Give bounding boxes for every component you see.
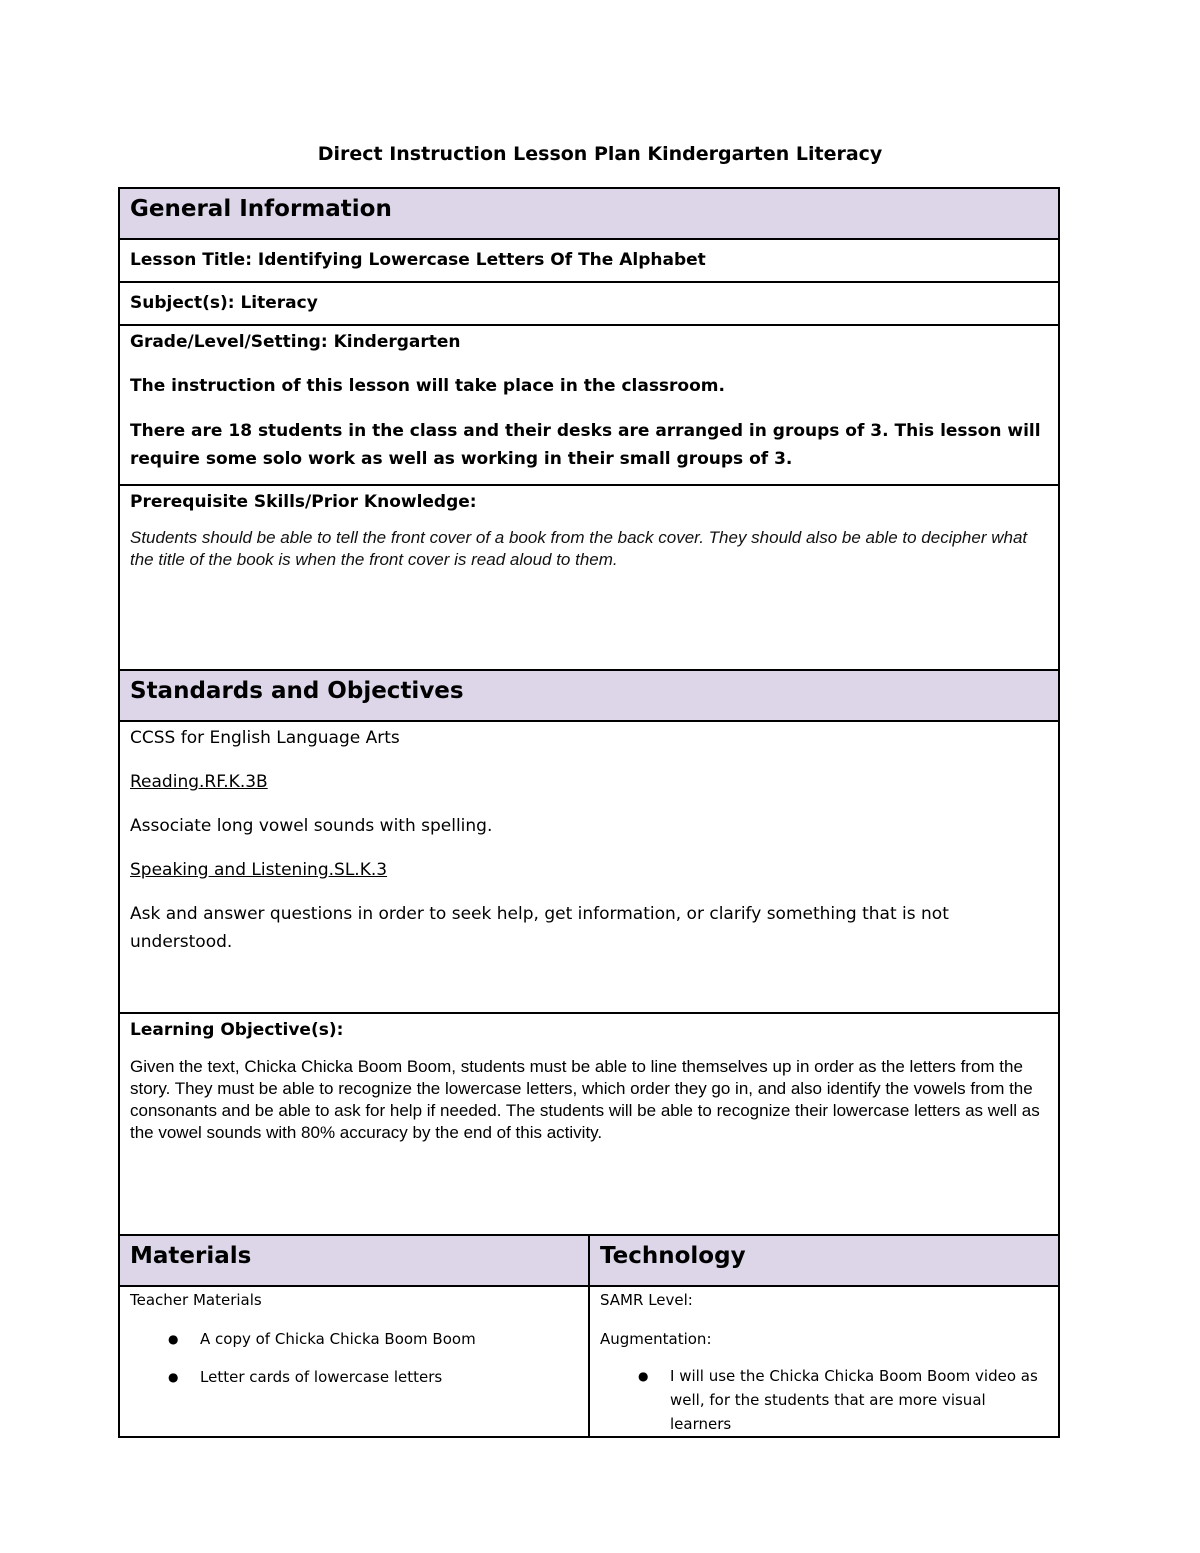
lesson-title-row: [119, 239, 1059, 282]
learning-objectives-row: [119, 1013, 1059, 1235]
materials-cell: [119, 1286, 589, 1437]
learning-objective-label: Learning Objective(s):: [130, 1020, 344, 1040]
materials-heading: Materials: [119, 1235, 589, 1286]
standards-objectives-heading: Standards and Objectives: [119, 670, 1059, 721]
standard-2-text: Ask and answer questions in order to seek help, get information, or clarify something that is not understood.: [130, 904, 949, 952]
grade-level-setting: Grade/Level/Setting: Kindergarten: [130, 332, 461, 352]
list-item: ● A copy of Chicka Chicka Boom Boom: [130, 1327, 578, 1351]
standard-1-code: Reading.RF.K.3B: [130, 772, 268, 792]
technology-cell: [589, 1286, 1059, 1437]
standard-2-code: Speaking and Listening.SL.K.3: [130, 860, 388, 880]
subjects: Subject(s): Literacy: [130, 293, 318, 313]
technology-list: [600, 1364, 1048, 1436]
prerequisite-label: Prerequisite Skills/Prior Knowledge:: [130, 492, 477, 512]
setting-arrangement: There are 18 students in the class and their desks are arranged in groups of 3. This lesson will require some solo work as well as working in their small groups of 3.: [130, 421, 1041, 469]
lesson-plan-table: [118, 187, 1060, 1438]
standard-1-text: Associate long vowel sounds with spelling.: [130, 816, 493, 836]
teacher-materials-label: Teacher Materials: [130, 1291, 262, 1309]
setting-location: The instruction of this lesson will take place in the classroom.: [130, 376, 725, 396]
page-title: Direct Instruction Lesson Plan Kindergarten Literacy: [317, 143, 883, 165]
samr-level-label: SAMR Level:: [600, 1291, 693, 1309]
prerequisite-text: Students should be able to tell the front cover of a book from the back cover. They should also be able to decipher what the title of the book is when the front cover is read aloud to them.: [130, 528, 1028, 569]
standards-row: [119, 721, 1059, 1013]
learning-objective-text: Given the text, Chicka Chicka Boom Boom, students must be able to line themselves up in order as the letters from the story. They must be able to recognize the lowercase letters, which order they go in, and also identify the vowels from the consonants and be able to ask for help if needed. The students will be able to recognize their lowercase letters as well as the vowel sounds with 80% accuracy by the end of this activity.: [130, 1057, 1040, 1142]
materials-list: [130, 1327, 578, 1389]
subjects-row: [119, 282, 1059, 325]
list-item: ● Letter cards of lowercase letters: [130, 1365, 578, 1389]
list-item: ● I will use the Chicka Chicka Boom Boom video as well, for the students that are more visual learners: [600, 1364, 1048, 1436]
technology-heading: Technology: [589, 1235, 1059, 1286]
ccss-label: CCSS for English Language Arts: [130, 728, 400, 748]
lesson-title: Lesson Title: Identifying Lowercase Letters Of The Alphabet: [130, 250, 706, 270]
grade-setting-row: [119, 325, 1059, 485]
prerequisite-row: [119, 485, 1059, 670]
general-information-heading: General Information: [119, 188, 1059, 239]
augmentation-label: Augmentation:: [600, 1330, 712, 1348]
